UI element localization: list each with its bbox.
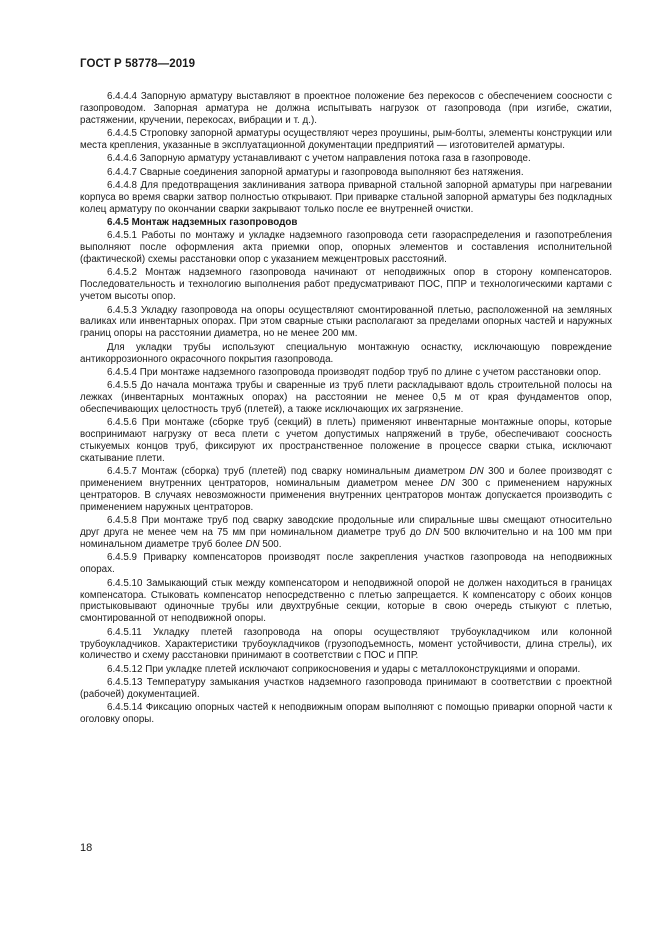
paragraph-6-4-5-13: 6.4.5.13 Температуру замыкания участков надземного газопровода принимают в соответствии с проектной (рабочей) документацией. xyxy=(80,677,612,700)
paragraph-6-4-5-4: 6.4.5.4 При монтаже надземного газопровода производят подбор труб по длине с учетом расстановки опор. xyxy=(107,366,602,378)
paragraph-6-4-4-6: 6.4.4.6 Запорную арматуру устанавливают с учетом направления потока газа в газопроводе. xyxy=(107,153,531,165)
paragraph-6-4-5-2: 6.4.5.2 Монтаж надземного газопровода начинают от неподвижных опор в сторону компенсаторов. Последовательность и технологию выполнения работ предусматривают ПОС, ППР и технологическими картами с учетом высоты опор. xyxy=(80,267,612,303)
paragraph-6-4-5-7: 6.4.5.7 Монтаж (сборка) труб (плетей) под сварку номинальным диаметром DN 300 и более производят с применением внутренних центраторов, номинальным диаметром менее DN 300 с применением наружных центраторов. В случаях невозможности применения внутренних центраторов монтаж допускается производить с применением наружных центраторов. xyxy=(80,466,612,513)
document-body xyxy=(80,91,612,727)
paragraph-6-4-4-8: 6.4.4.8 Для предотвращения заклинивания затвора приварной стальной запорной арматуры при нагревании корпуса во время сварки затвор полностью открывают. При приварке стальной запорной арматуры без подкладных колец арматуру по окончании сварки закрывают только после ее внутренней очистки. xyxy=(80,179,612,215)
document-header: ГОСТ Р 58778—2019 xyxy=(80,58,196,70)
section-heading-6-4-5: 6.4.5 Монтаж надземных газопроводов xyxy=(107,217,298,229)
paragraph-6-4-5-5: 6.4.5.5 До начала монтажа трубы и сваренные из труб плети раскладывают вдоль строительной полосы на лежках (инвентарных монтажных опорах) на расстоянии не менее 0,5 м от края фундаментов опор, обеспечивающих целостность труб (плетей), а также исключающих их загрязнение. xyxy=(80,380,612,415)
paragraph-6-4-5-14: 6.4.5.14 Фиксацию опорных частей к неподвижным опорам выполняют с помощью приварки опорной части к оголовку опоры. xyxy=(80,702,612,726)
paragraph-6-4-4-4: 6.4.4.4 Запорную арматуру выставляют в проектное положение без перекосов с обеспечением соосности с газопроводом. Запорная арматура не должна испытывать нагрузок от газопровода (при изгибе, сжатии, растяжении, кручении, перекосах, вибрации и т. д.). xyxy=(80,91,612,126)
paragraph-6-4-5-6: 6.4.5.6 При монтаже (сборке труб (секций) в плеть) применяют инвентарные монтажные опоры, которые воспринимают нагрузку от веса плети с учетом допустимых напряжений в трубе, обеспечивают соосность стыкуемых концов труб, фиксируют их пространственное положение в процессе сварки стыка, исключают скатывание плети. xyxy=(80,417,612,464)
paragraph-6-4-5-3-cont: Для укладки трубы используют специальную монтажную оснастку, исключающую повреждение антикоррозионного окрасочного покрытия газопровода. xyxy=(80,341,612,365)
page-number: 18 xyxy=(80,842,93,854)
paragraph-6-4-5-10: 6.4.5.10 Замыкающий стык между компенсатором и неподвижной опорой не должен находиться в границах компенсатора. Стыковать компенсатор непосредственно с плетью запрещается. К компенсатору с обоих концов пристыковывают одиночные трубы или двухтрубные секции, которые в свою очередь стыкуют с плетью, смонтированной от неподвижной опоры. xyxy=(80,577,612,625)
paragraph-6-4-5-3: 6.4.5.3 Укладку газопровода на опоры осуществляют смонтированной плетью, расположенной на земляных валиках или инвентарных опорах. При этом сварные стыки располагают за пределами опорных частей и наружных границ опоры на расстоянии диаметра, но не менее 200 мм. xyxy=(80,304,612,340)
paragraph-6-4-5-12: 6.4.5.12 При укладке плетей исключают соприкосновения и удары с металлоконструкциями и опорами. xyxy=(107,663,581,675)
paragraph-6-4-4-7: 6.4.4.7 Сварные соединения запорной арматуры и газопровода выполняют без натяжения. xyxy=(107,166,524,178)
paragraph-6-4-5-1: 6.4.5.1 Работы по монтажу и укладке надземного газопровода сети газораспределения и газопотребления выполняют после оформления акта приемки опор, опорных элементов и составления исполнительной (фактической) схемы расстановки опор с указанием межцентровых расстояний. xyxy=(80,230,612,266)
paragraph-6-4-5-11: 6.4.5.11 Укладку плетей газопровода на опоры осуществляют трубоукладчиком или колонной трубоукладчиков. Характеристики трубоукладчиков (грузоподъемность, момент устойчивости, длина стрелы), их количество и схему расстановки принимают в соответствии с ПОС и ППР. xyxy=(80,626,612,662)
paragraph-6-4-5-9: 6.4.5.9 Приварку компенсаторов производят после закрепления участков газопровода на неподвижных опорах. xyxy=(80,552,612,576)
paragraph-6-4-5-8: 6.4.5.8 При монтаже труб под сварку заводские продольные или спиральные швы смещают относительно друг друга не менее чем на 75 мм при номинальном диаметре труб до DN 500 включительно и на 100 мм при номинальном диаметре труб более DN 500. xyxy=(80,515,612,551)
paragraph-6-4-4-5: 6.4.4.5 Строповку запорной арматуры осуществляют через проушины, рым-болты, элементы конструкции или места крепления, указанные в эксплуатационной документации предприятий — изготовителей арматуры. xyxy=(80,128,612,152)
